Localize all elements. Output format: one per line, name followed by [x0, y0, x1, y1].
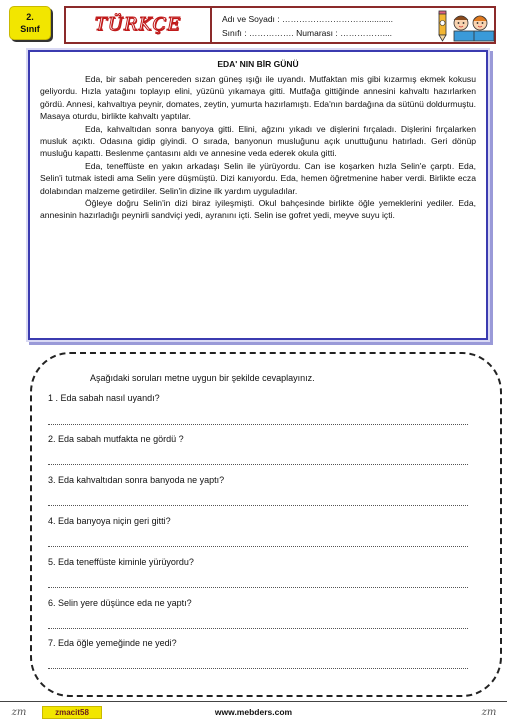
answer-line-4[interactable]: [48, 546, 468, 547]
subject-title: TÜRKÇE: [66, 8, 212, 42]
grade-label: Sınıf: [20, 24, 40, 34]
name-field: Adı ve Soyadı : …………………………...........: [222, 14, 393, 24]
instruction-text: Aşağıdaki soruları metne uygun bir şekilde cevaplayınız.: [90, 373, 315, 383]
question-3: 3. Eda kahvaltıdan sonra banyoda ne yaptı?: [48, 475, 225, 485]
answer-line-2[interactable]: [48, 464, 468, 465]
question-5: 5. Eda teneffüste kiminle yürüyordu?: [48, 557, 194, 567]
question-1: 1 . Eda sabah nasıl uyandı?: [48, 393, 160, 403]
answer-line-1[interactable]: [48, 424, 468, 425]
answer-line-3[interactable]: [48, 505, 468, 506]
footer-website-link[interactable]: www.mebders.com: [214, 707, 293, 717]
passage-text: [30, 69, 486, 222]
question-6: 6. Selin yere düşünce eda ne yaptı?: [48, 598, 192, 608]
footer-divider: [0, 701, 507, 702]
class-number-field: Sınıfı : ……………. Numarası : ……………....: [222, 28, 393, 38]
passage-paragraph: Eda, kahvaltıdan sonra banyoya gitti. Elini, ağzını yıkadı ve dişlerini fırçaladı. Dişlerini fırçalarken musluk açıktı. Odasına gidip giyindi. O sırada, banyonun musluğunu açık unuttuğunu hatırladı. Geri dönüp musluğu kapattı. Beslenme çantasını aldı ve annesine veda ederek okula gitti.: [40, 123, 476, 159]
passage-title: EDA' NIN BİR GÜNÜ: [217, 59, 299, 69]
footer-logo-right: zm: [481, 707, 497, 718]
question-4: 4. Eda banyoya niçin geri gitti?: [48, 516, 171, 526]
answer-line-7[interactable]: [48, 668, 468, 669]
question-7: 7. Eda öğle yemeğinde ne yedi?: [48, 638, 177, 648]
footer-logo-left: zm: [11, 707, 27, 718]
passage-paragraph: Eda, teneffüste en yakın arkadaşı Selin ile yürüyordu. Can ise koşarken hızla Selin'e çarptı. Eda, Selin'i tutmak istedi ama Selin yere düşmüştü. Dizi kanıyordu. Eda, hemen öğretmenine haber verdi. Birlikte ecza dolabından malzeme getirdiler. Selin'in dizine ilk yardım uyguladılar.: [40, 160, 476, 196]
grade-badge: [9, 6, 51, 40]
header-box: [64, 6, 496, 44]
footer-author-badge: zmacit58: [42, 706, 102, 719]
grade-number: 2.: [26, 12, 34, 22]
student-info: [222, 12, 393, 40]
passage-paragraph: Eda, bir sabah pencereden sızan güneş ışığı ile uyandı. Mutfaktan mis gibi kızarmış ekmek kokusu geliyordu. Hızla yatağını toplayıp elini, yüzünü yıkamaya gitti. Mutfağa gittiğinde annesini kahvaltı hazırlarken gördü. Annesi, kahvaltıya peynir, domates, zeytin, yumurta hazırlamıştı. Eda'nın bardağına da sütünü doldurmuştu. Masaya oturdu, birlikte kahvaltı yaptılar.: [40, 74, 476, 122]
reading-passage: [28, 50, 488, 340]
answer-line-6[interactable]: [48, 628, 468, 629]
answer-line-5[interactable]: [48, 587, 468, 588]
passage-paragraph: Öğleye doğru Selin'in dizi biraz iyileşmişti. Okul bahçesinde birlikte öğle yemeklerini yediler. Eda, annesinin hazırladığı peynirli sandviçi yedi, ayranını içti. Selin ise gofret yedi, meyve suyu içti.: [40, 198, 476, 221]
kids-reading-illustration: [436, 9, 496, 43]
question-2: 2. Eda sabah mutfakta ne gördü ?: [48, 434, 184, 444]
